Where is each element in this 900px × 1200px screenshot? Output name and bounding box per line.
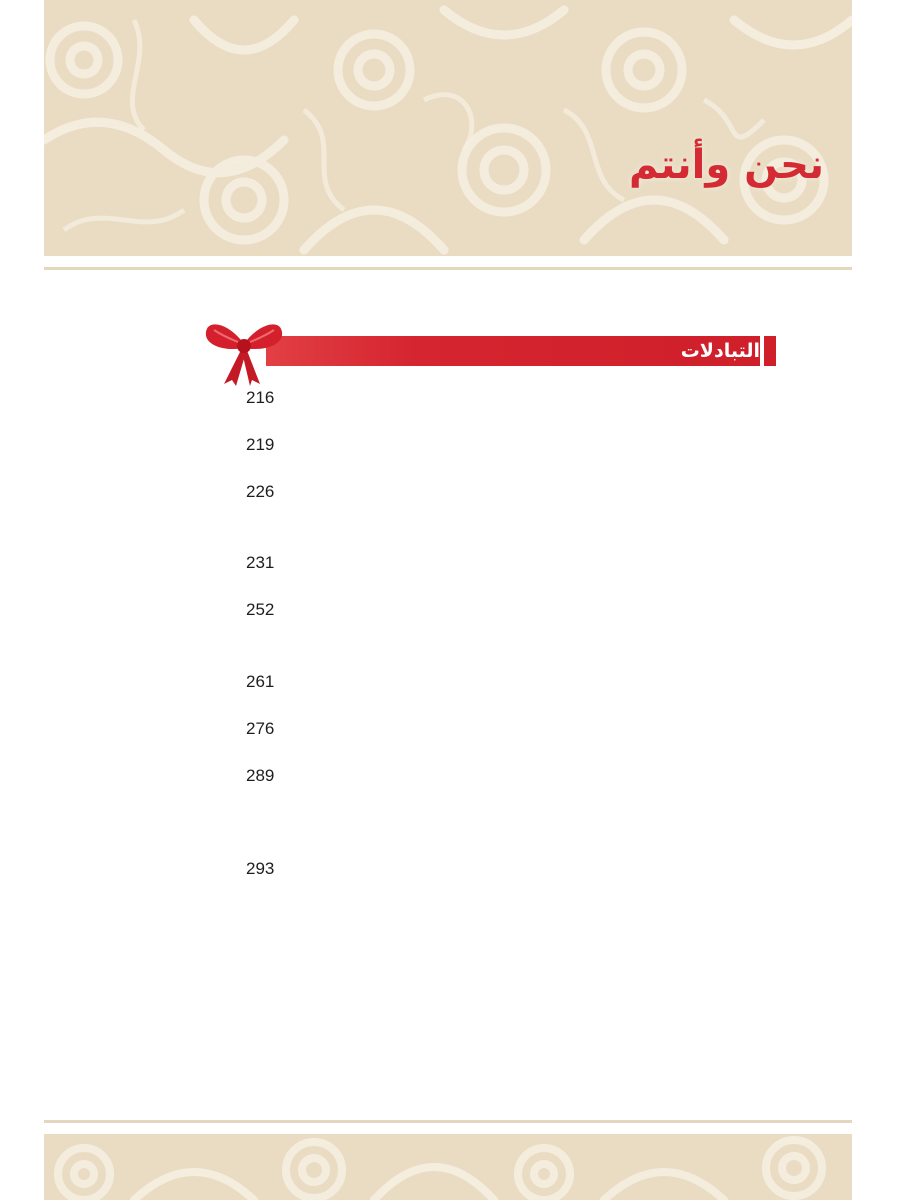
toc-entry-page: 219 xyxy=(246,435,275,454)
toc-entry-page: 293 xyxy=(246,859,275,878)
section-label: التبادلات xyxy=(680,340,760,362)
toc-entry-page: 226 xyxy=(246,482,275,501)
page-title: نحن وأنتم xyxy=(628,142,824,188)
header-divider xyxy=(44,267,852,270)
toc-entry-page: 231 xyxy=(246,553,275,572)
footer-ornament-band xyxy=(44,1134,852,1200)
toc-entry-page: 261 xyxy=(246,672,275,691)
toc-entry-page: 289 xyxy=(246,766,275,785)
section-banner-end xyxy=(764,336,776,366)
header-ornament-band xyxy=(44,0,852,256)
floral-pattern xyxy=(44,1134,852,1200)
footer-divider xyxy=(44,1120,852,1123)
ribbon-bow-icon xyxy=(200,314,288,388)
toc-entry-page: 216 xyxy=(246,388,275,407)
toc-entry-page: 252 xyxy=(246,600,275,619)
toc-entry-page: 276 xyxy=(246,719,275,738)
floral-pattern xyxy=(44,0,852,256)
